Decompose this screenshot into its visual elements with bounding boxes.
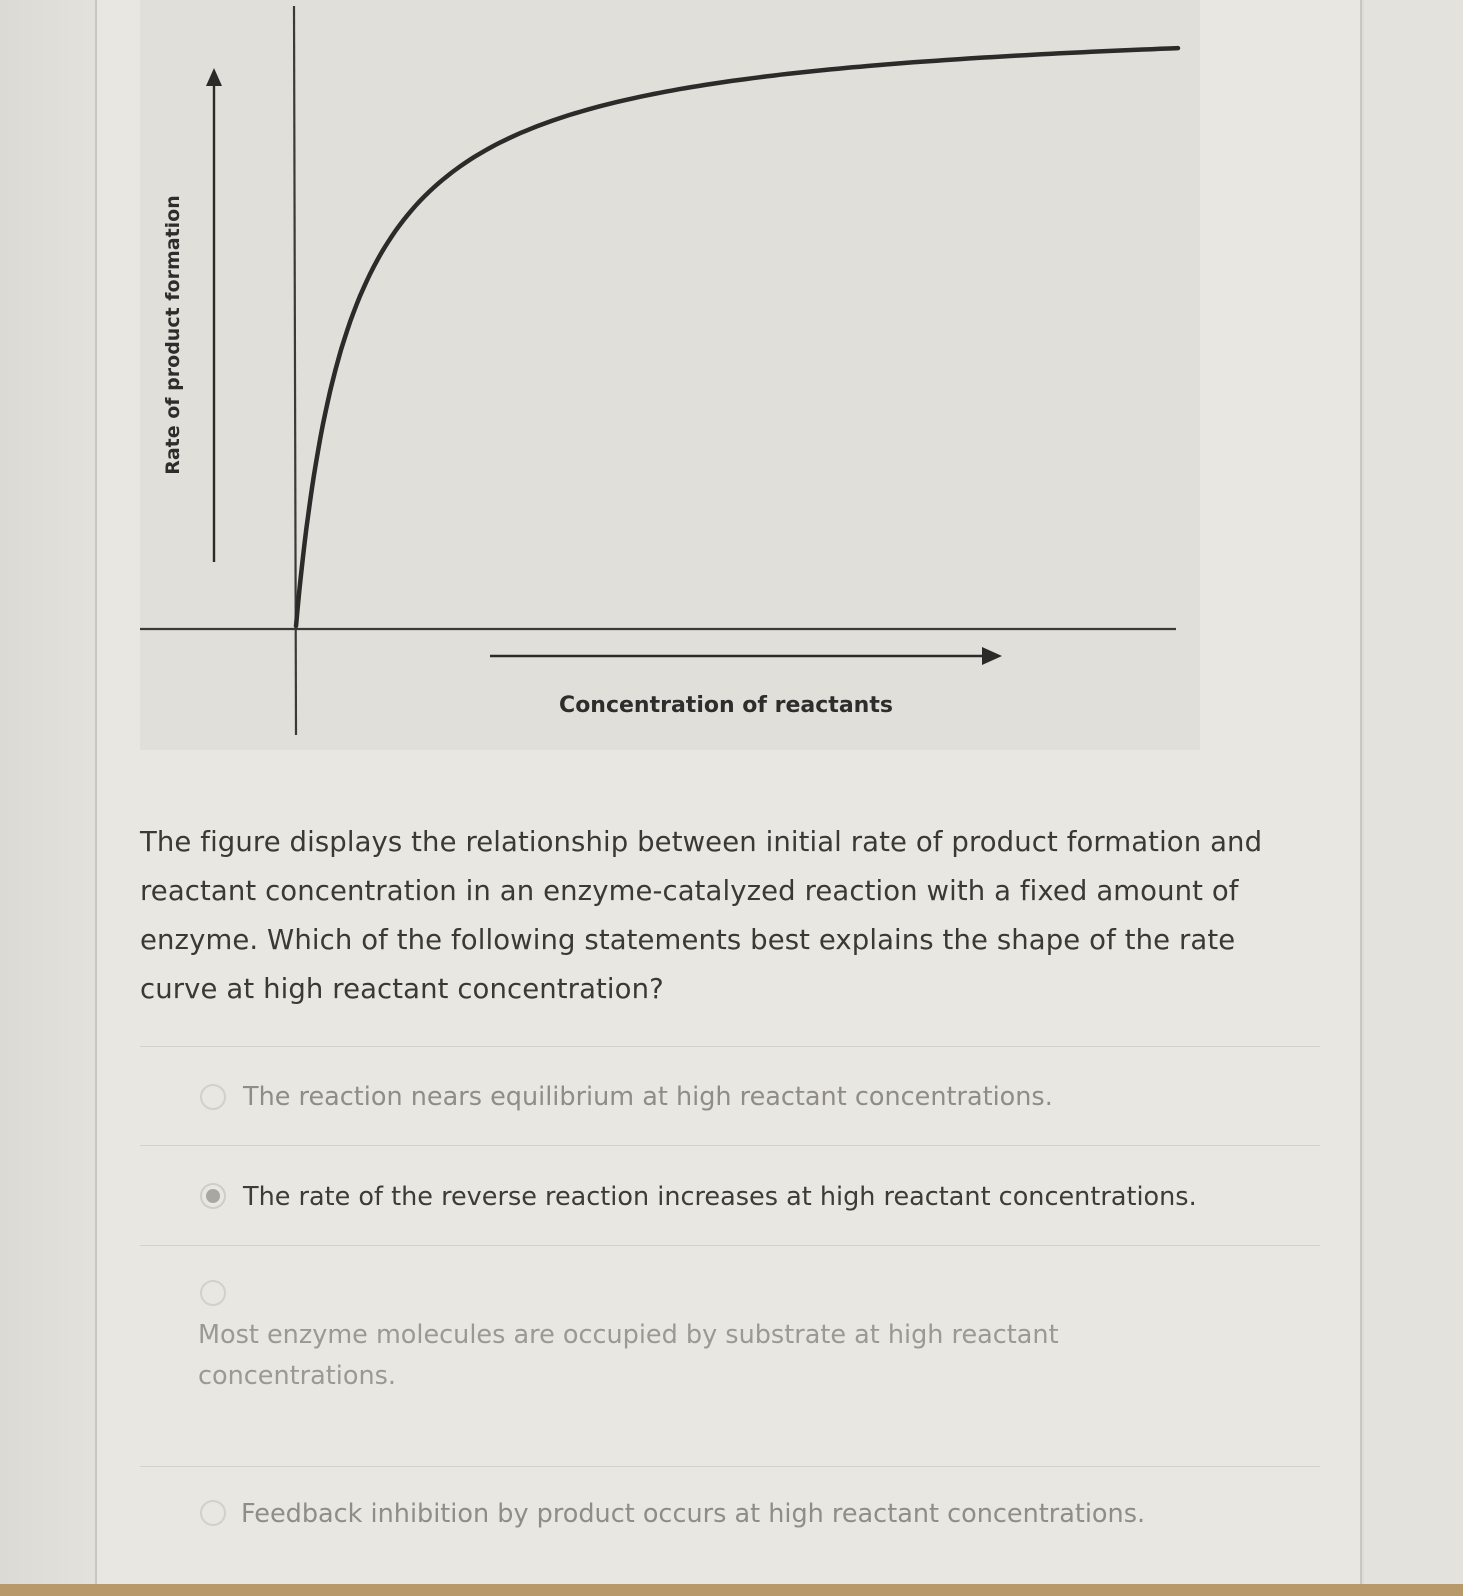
rate-curve-line [296, 48, 1178, 626]
screen-bezel-edge [0, 1584, 1463, 1596]
option-row-4[interactable] [140, 1488, 1320, 1548]
option-row-1[interactable] [140, 1068, 1320, 1128]
x-arrow-head [982, 647, 1002, 665]
divider [140, 1145, 1320, 1146]
divider [140, 1245, 1320, 1246]
radio-button-selected[interactable] [200, 1183, 226, 1209]
x-axis-label: Concentration of reactants [559, 693, 893, 718]
divider [140, 1466, 1320, 1467]
radio-button[interactable] [200, 1500, 226, 1526]
option-row-3[interactable] [140, 1268, 1320, 1408]
y-axis-label: Rate of product formation [162, 195, 184, 475]
option-label[interactable]: The rate of the reverse reaction increases at high reactant concentrations. [243, 1182, 1197, 1212]
rate-curve-chart [140, 0, 1200, 750]
option-label[interactable]: Most enzyme molecules are occupied by substrate at high reactant concentrations. [198, 1320, 1059, 1391]
option-label[interactable]: Feedback inhibition by product occurs at high reactant concentrations. [241, 1499, 1146, 1529]
radio-button[interactable] [200, 1084, 226, 1110]
y-arrow-head [206, 68, 222, 86]
option-label[interactable]: The reaction nears equilibrium at high reactant concentrations. [243, 1082, 1053, 1112]
option-row-2[interactable] [140, 1168, 1320, 1228]
figure-image [140, 0, 1200, 750]
radio-button[interactable] [200, 1280, 226, 1306]
right-gutter [1364, 0, 1463, 1590]
divider [140, 1046, 1320, 1047]
question-text: The figure displays the relationship between initial rate of product formation and reactant concentration in an enzyme-catalyzed reaction with a fixed amount of enzyme. Which of the following statements best explains the shape of the rate curve at high reactant concentration? [140, 826, 1263, 1005]
